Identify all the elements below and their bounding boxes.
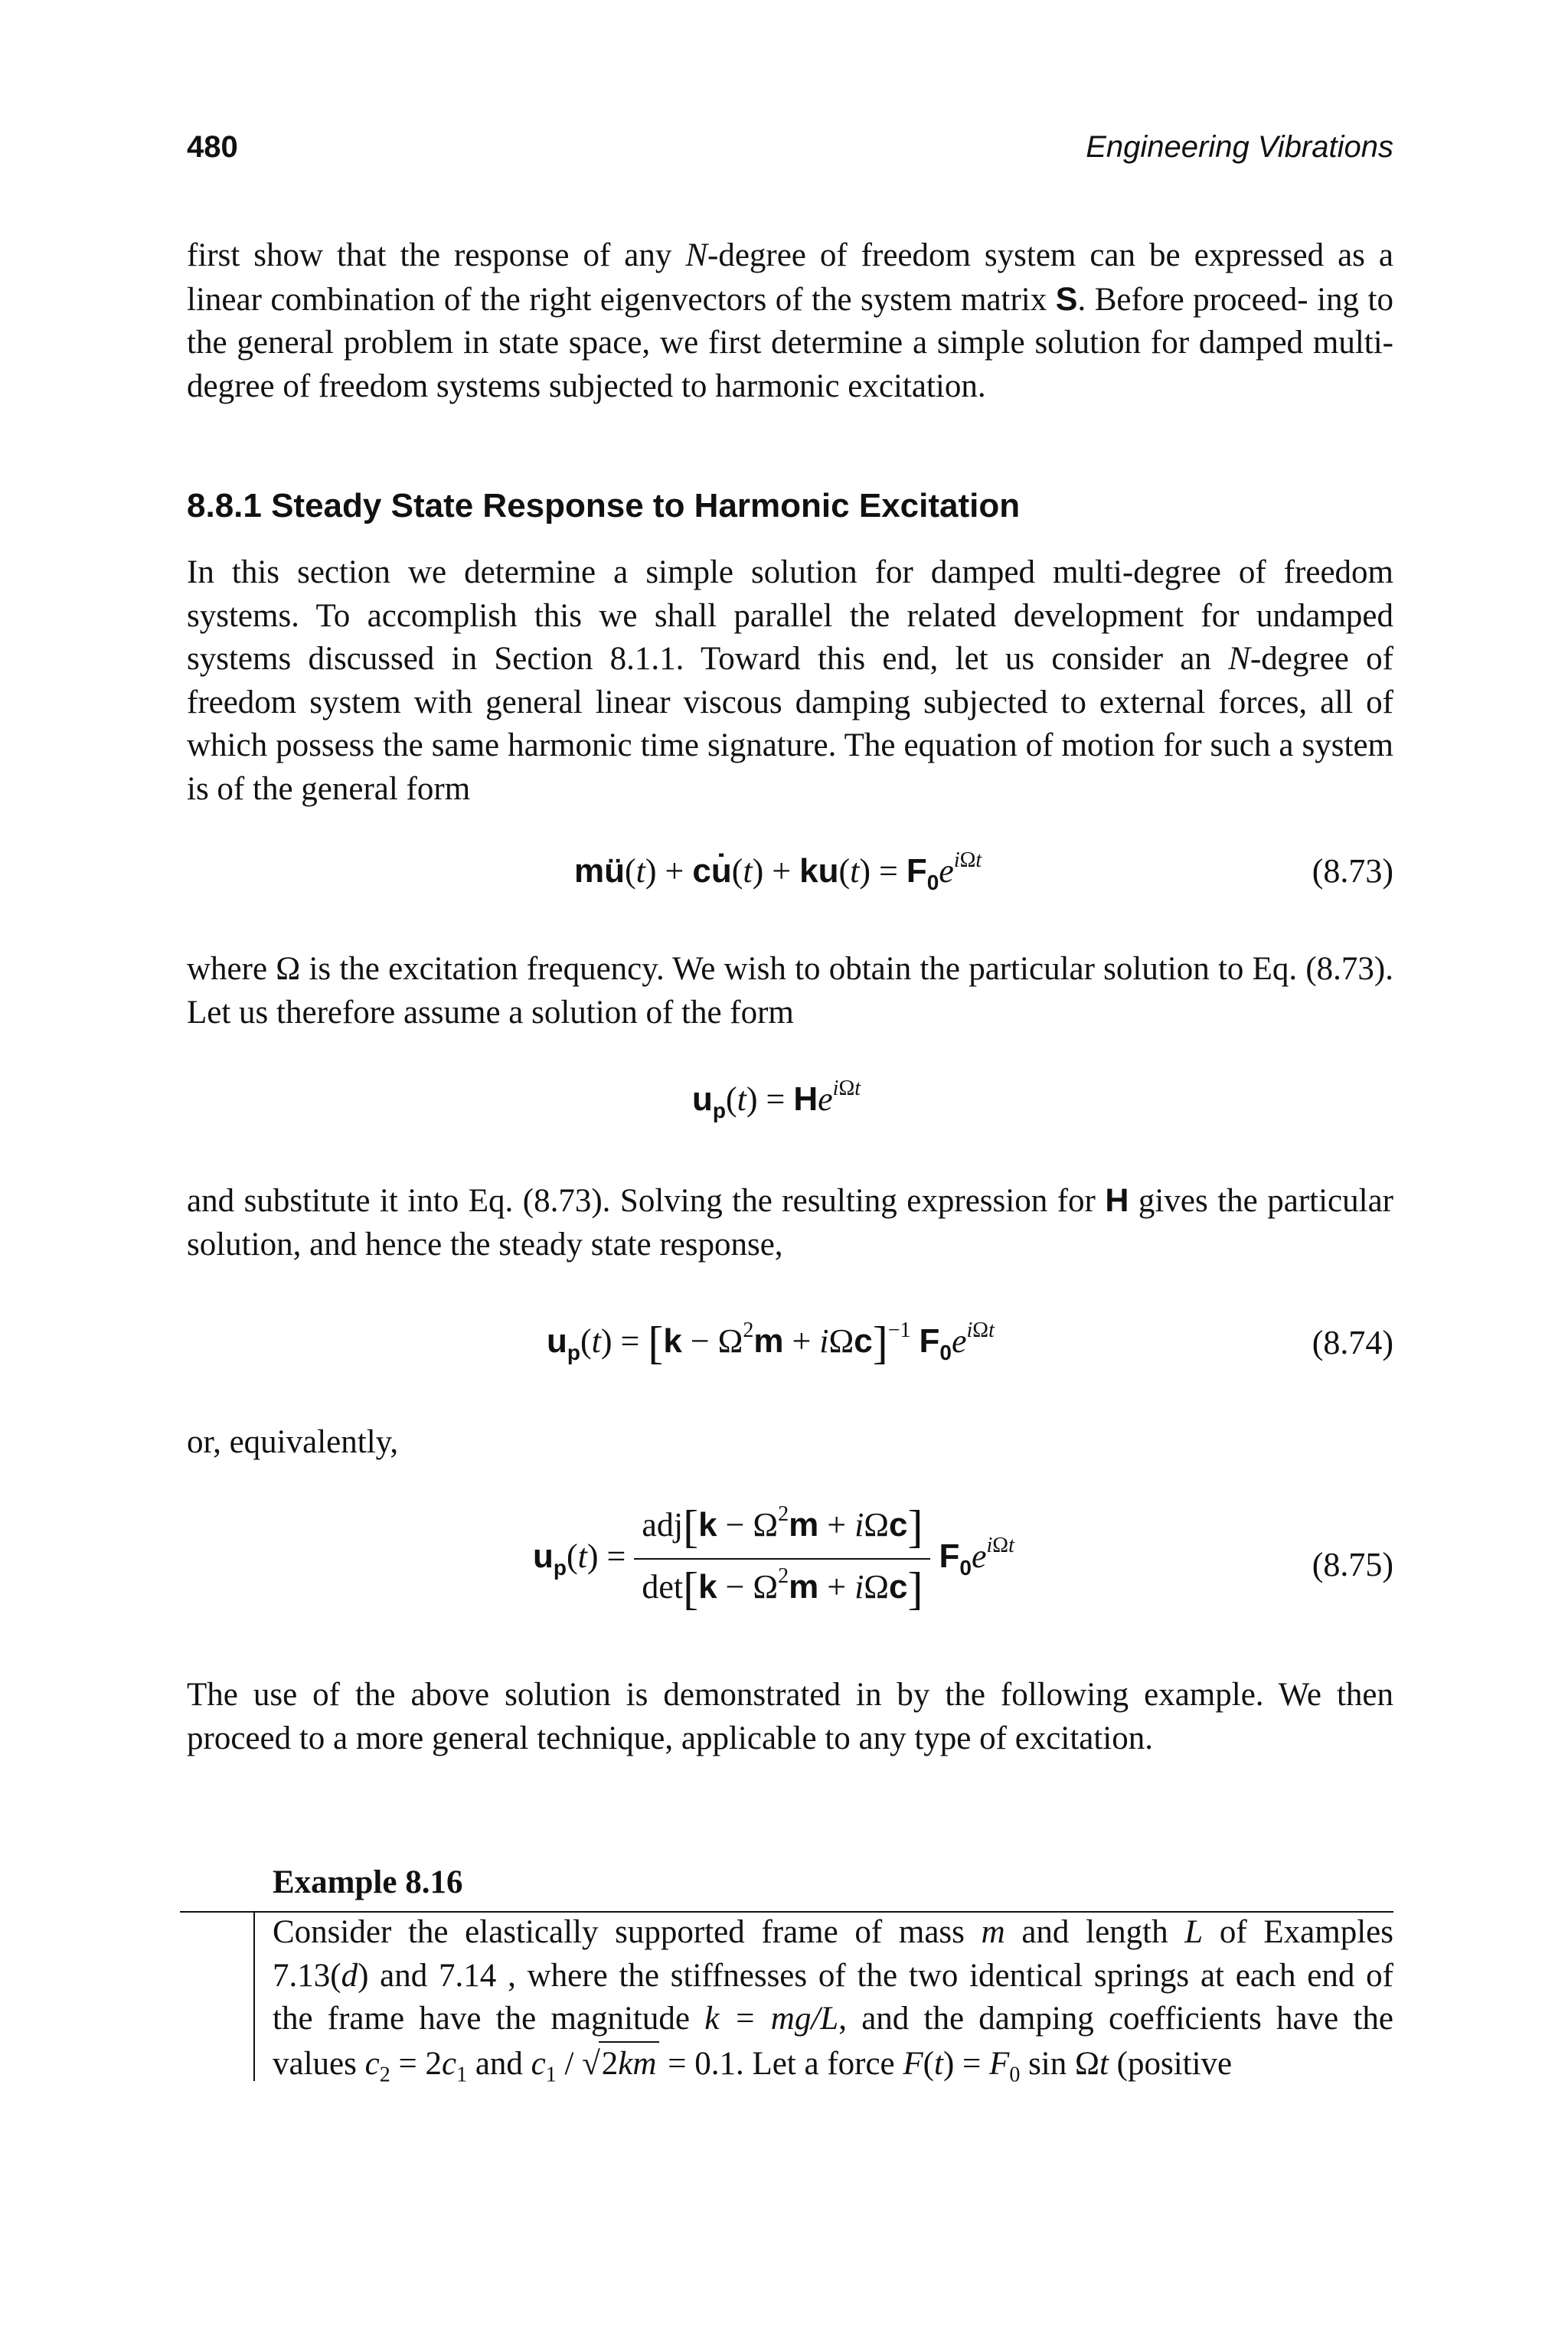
text-run: gives the particular solution, and hence the steady state response, [187,1183,1393,1263]
page-number: 480 [187,130,238,164]
running-head [187,130,1393,176]
text-run: of Examples 7.13( [273,1914,1393,1994]
matrix-symbol: H [1105,1182,1129,1219]
equation-body: mü(t) + cu̇(t) + $ku(t) = F_0e^{i\Omega t}$ [574,848,982,894]
equation-8-73 [187,848,1393,897]
text-run: N [1228,641,1250,677]
text-run: linear combination of the right eigenvectors of the system matrix [187,281,1056,318]
text-run: and length [1004,1914,1185,1950]
text-run: d [341,1957,358,1994]
text-run: k = mg/L [704,2001,839,2037]
equation-8-75 [187,1501,1393,1631]
text-run: Consider the elastically supported frame of mass [273,1914,982,1950]
text-run: or, equivalently, [187,1424,399,1460]
book-title: Engineering Vibrations [1086,130,1393,164]
text-run: ) and 7.14 , where the stiffnesses of the two identical springs at each end of the frame have the magnitude [273,1957,1393,2037]
text-run: ing to the general problem in state space, we first determine a simple solution for [187,281,1393,361]
text-run: In this section we determine a simple solution for damped multi-degree of freedom systems. To accomplish this we shall parallel the related development for undamped systems discussed in Section 8.1.1. Toward this end, let us consider an [187,554,1393,677]
text-run: -degree of freedom system can be expressed as a [707,237,1393,273]
equation-body: $u_p(t) = [k - \Omega^2m + i\Omega c]^{-1}$ $F_0e^{i\Omega t}$ [547,1318,995,1368]
text-run: and substitute it into Eq. (8.73). Solving the resulting expression for [187,1183,1106,1219]
text-run: -degree of freedom system with general linear viscous damping subjected to external forces, all of which possess the same harmonic time signature. The equation of motion for such a system is of the general form [187,641,1393,807]
text-run: . Before proceed- [1077,281,1308,318]
equation-number: (8.74) [1312,1324,1393,1361]
section-paragraph-3 [187,1179,1393,1266]
text-run: (positive [1108,2045,1233,2082]
text-run: and [467,2045,531,2082]
equation-8-74 [187,1317,1393,1378]
text-run: first show that the response of any [187,237,686,273]
text-run: m [981,1914,1005,1950]
text-run: = 0.1. Let a force [659,2045,903,2082]
section-paragraph-1 [187,551,1393,811]
text-run: N [685,237,707,273]
intro-paragraph [187,234,1393,408]
text-run: L [1184,1914,1204,1950]
text-run: damped multi-degree of freedom systems subjected to harmonic excitation. [187,325,1393,404]
equation-assumed-solution [187,1077,1393,1126]
example-title: Example 8.16 [273,1864,463,1900]
section-paragraph-4 [187,1421,1393,1465]
matrix-symbol: S [1055,280,1078,318]
equation-number: (8.73) [1312,852,1393,890]
equation-body: $u_p(t)$ = $\frac{adj[k - \Omega^2m + i\Omega c]}{\det[k - \Omega^2m + i\Omega c]}$ $F_0e^{i\Omega t}$ [533,1501,1014,1614]
example-body: Consider the elastically supported frame of mass m and length L of Examples 7.13(d) and 7.14 , where the stiffnesses of the two identical springs at each end of the frame have the magnitude k = mg/L, and the damping coefficients have the values $c_2 = 2c_1$ and $c_1 / √2km = 0.1$. Let a force $F(t) = F_0$ sin Ωt (positive [273,1914,1393,2087]
text-run: The use of the above solution is demonstrated in by the following example. We then proceed to a more general technique, applicable to any type of excitation. [187,1677,1393,1756]
text-run: where Ω is the excitation frequency. We wish to obtain the particular solution to Eq. (8.73). Let us therefore assume a solution of the form [187,951,1393,1031]
equation-body: $u_p(t) = He^{i\Omega t}$ [692,1077,861,1122]
fraction: $\frac{adj[k - \Omega^2m + i\Omega c]}{\det[k - \Omega^2m + i\Omega c]}$ [634,1501,930,1616]
text-run: , and the damping coefficients have the values [273,2001,1393,2082]
section-heading: 8.8.1 Steady State Response to Harmonic Excitation [187,487,1021,524]
example-bar [253,1913,255,2081]
equation-number: (8.75) [1312,1546,1393,1583]
section-paragraph-2 [187,948,1393,1034]
section-paragraph-5 [187,1674,1393,1760]
